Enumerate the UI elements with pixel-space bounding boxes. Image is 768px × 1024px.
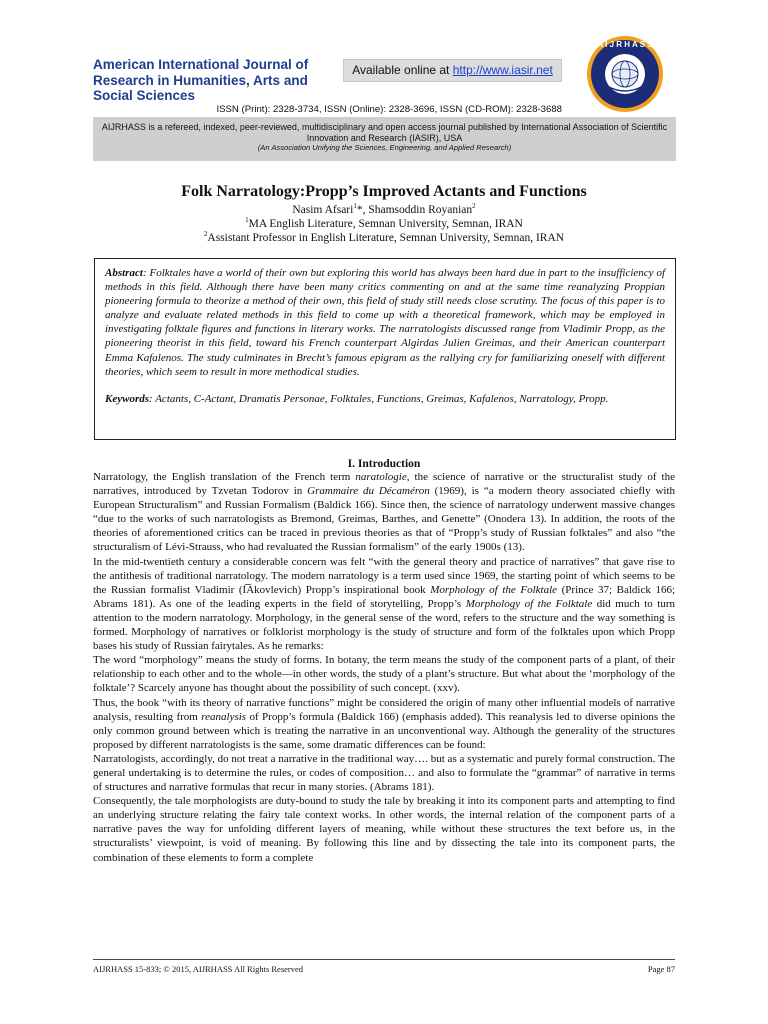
journal-url-link[interactable]: http://www.iasir.net [452, 63, 553, 77]
logo-lettering: A I J R H A S S [597, 40, 653, 49]
abstract-text: Abstract: Folktales have a world of their own but exploring this world has always been hard due in part to the insufficiency of methods in this field. Although there have been many critics commenting on and at the same time reanalyzing Proppian pioneering formula to theorize a method of their own, this field of study still needs close scrutiny. The focus of this paper is to analyze and evaluate related methods in this field to come up with a theoretical framework, which may be employed in investigating folktale figures and functions in literary works. The narratologists discussed range from Vladimir Propp, as the pioneering theorist in this field, toward his French counterpart Algirdas Julien Greimas, and their American counterpart Emma Kafalenos. The study culminates in Brecht’s famous epigram as the rallying cry for familiarizing oneself with different theories, which seem to result in more methodical studies. [105, 267, 665, 378]
body-text [93, 470, 675, 865]
journal-logo-icon [585, 34, 665, 114]
section-heading-introduction: I. Introduction [347, 458, 421, 470]
footer-divider [93, 959, 675, 960]
block-quote: The word “morphology” means the study of forms. In botany, the term means the study of the component parts of a plant, of their relationship to each other and to the whole—in other words, the study of a plant’s structure. But what about the ‘morphology of the folktale’? Scarcely anyone has thought about the possibility of such concept. (xxv). [93, 654, 675, 695]
paragraph: In the mid-twentieth century a considerable concern was felt “with the general theory and practice of narratives” that gave rise to the antithesis of traditional narratology. The modern narratology is a term used since 1969, the starting point of which seems to be the Russian formalist Vladimir (I͡Akovlevich) Propp’s inspirational book Morphology of the Folktale (Prince 37; Baldick 166; Abrams 181). As one of the leading experts in the field of storytelling, Propp’s Morphology of the Folktale did much to turn attention to the modern narratology. Morphology, in the general sense of the word, refers to the structure and the way something is formed. Morphology of narratives or folklorist morphology is the study of structure and form of the folktales upon which Propp bases his study of Russian fairytales. As he remarks: [93, 555, 676, 653]
keywords-label: Keywords [105, 392, 149, 405]
author-block [0, 203, 768, 245]
abstract-label: Abstract [105, 267, 143, 279]
journal-info-band [93, 117, 676, 161]
availability-label: Available online at [352, 63, 453, 77]
affiliation-2: $^2$Assistant Professor in English Literature, Semnan University, Semnan, IRAN [203, 230, 565, 244]
page-number: Page 87 [647, 964, 675, 974]
paper-title: Folk Narratology:Propp’s Improved Actants and Functions [181, 183, 587, 200]
block-quote: Narratologists, accordingly, do not treat a narrative in the traditional way…. but as a systematic and purely formal construction. The general undertaking is to determine the rules, or codes of composition… and also to formulate the “grammar” of narrative in terms of structures and narrative formulas that recur in many stories. (Abrams 181). [93, 752, 675, 794]
paragraph: Narratology, the English translation of the French term naratologie, the science of narrative or the structuralist study of the narratives, introduced by Tzvetan Todorov in Grammaire du Décaméron (1969), is “a modern theory associated chiefly with European Structuralism” and Russian Formalism (Baldick 166). Since then, the science of narratology underwent massive changes “due to the works of such narratologists as Bremond, Greimas, Barthes, and Genette” (Onodera 13). In addition, the roots of the theories of aforementioned critics can be traced in previous theories as that of “Propp’s study of Russian folktales” and also “the structuralism of Lévi-Strauss, who had revaluated the Russian formalism” of the early 1900s (13). [93, 471, 676, 554]
affiliation-1: $^1$MA English Literature, Semnan University, Semnan, IRAN [245, 216, 523, 230]
journal-name: American International Journal of Research in Humanities, Arts and Social Sciences [93, 57, 309, 103]
paragraph: Thus, the book “with its theory of narrative functions” might be considered the origin of many other influential models of narrative analysis, resulting from reanalysis of Propp’s formula (Baldick 166) (emphasis added). This reanalysis led to diverse opinions the only common ground between which is treating the narrative in an unconventional way. Although the generality of the structures proposed by different narratologists is the same, some dramatic differences can be found: [93, 696, 675, 751]
journal-publisher-line: AIJRHASS is a refereed, indexed, peer-reviewed, multidisciplinary and open access journal published by International Association of Scientific Innovation and Research (IASIR), USA [101, 122, 668, 143]
availability-banner [343, 59, 562, 82]
abstract-box [94, 258, 676, 440]
paragraph: Consequently, the tale morphologists are duty-bound to study the tale by breaking it into its component parts and attempting to find an underlying structure relating the fairy tale context works. In other words, the internal relation of the component parts of a narrative paves the way for unfolding different layers of meaning, while without these structures the text before us, in the structuralists’ viewpoint, is void of meaning. By following this line and by dissecting the tale into its component parts, the combination of these elements to form a complete [93, 795, 675, 864]
keywords: Keywords: Actants, C-Actant, Dramatis Personae, Folktales, Functions, Greimas, Kafalenos, Narratology, Propp. [105, 392, 609, 405]
association-tagline: (An Association Unifying the Sciences, Engineering, and Applied Research) [257, 143, 512, 152]
issn-line: ISSN (Print): 2328-3734, ISSN (Online): 2328-3696, ISSN (CD-ROM): 2328-3688 [216, 104, 562, 115]
author-names: Nasim Afsari$^1$*, Shamsoddin Royanian$^2$ [292, 202, 476, 216]
footer-copyright: AIJRHASS 15-833; © 2015, AIJRHASS All Rights Reserved [93, 964, 304, 974]
